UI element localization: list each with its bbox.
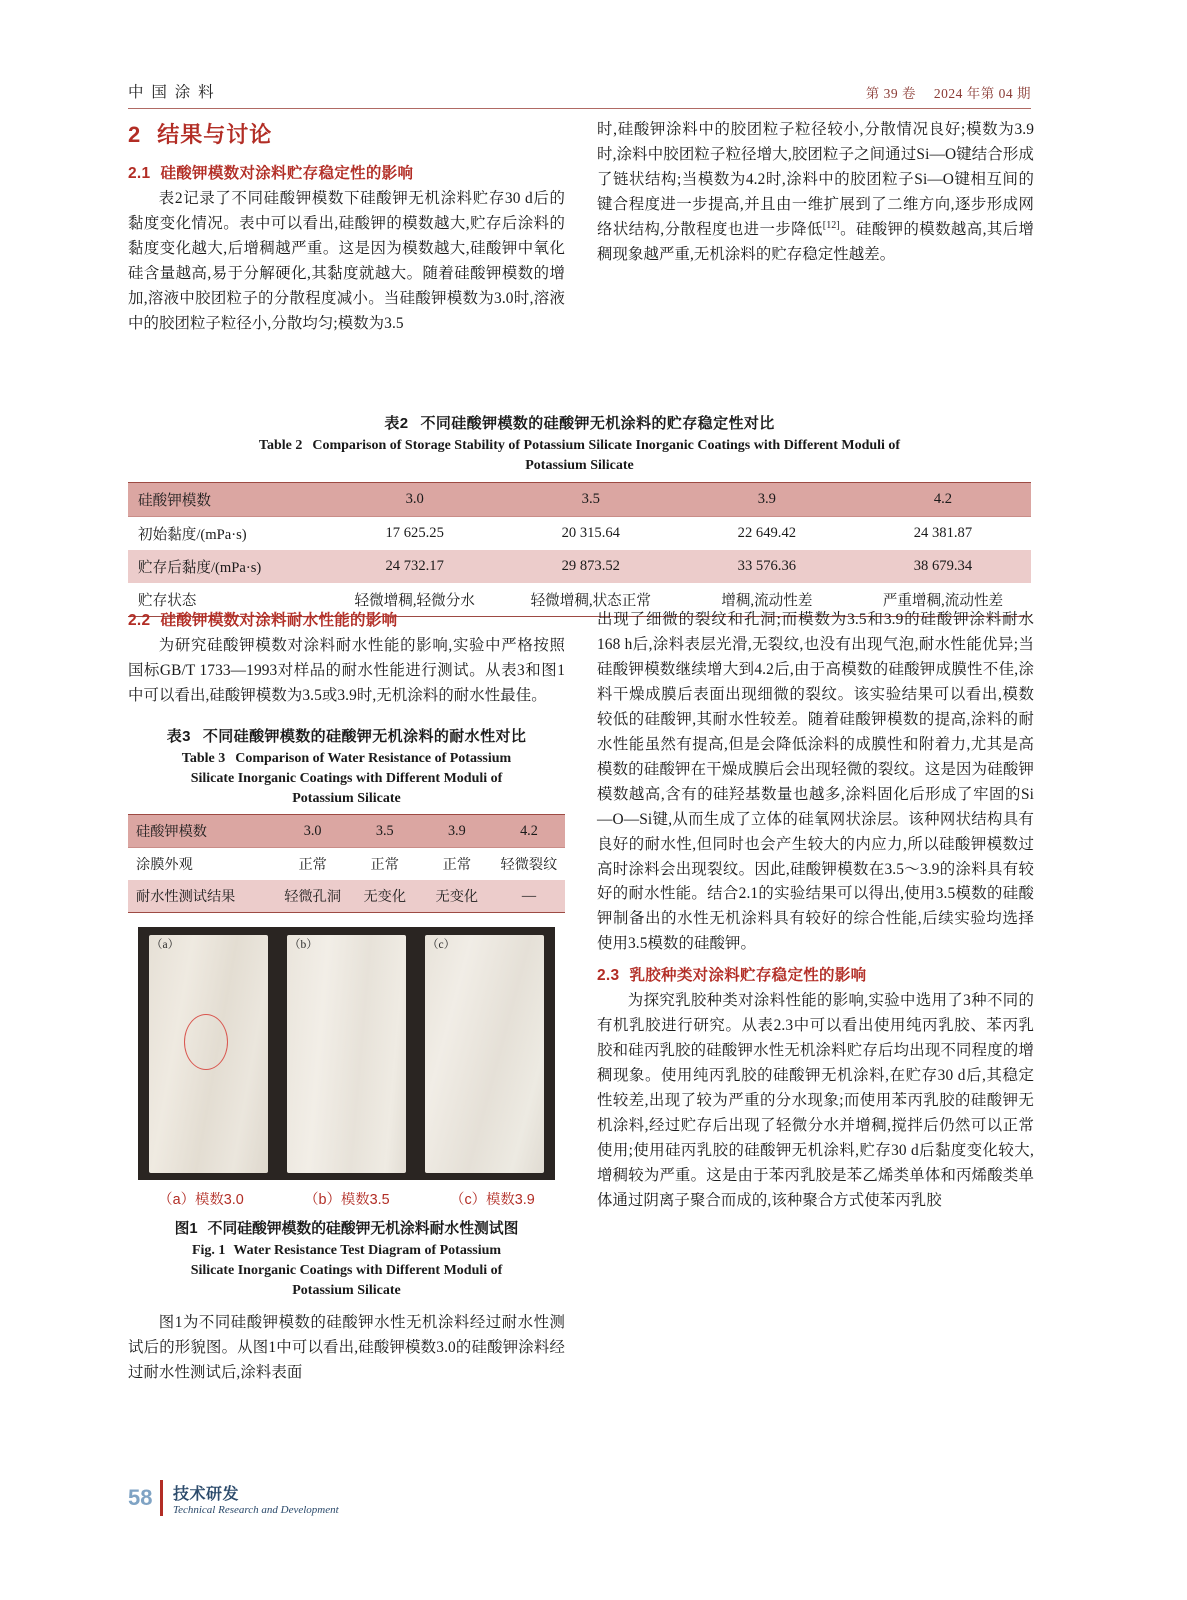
table-2-title-en-2: Potassium Silicate — [525, 457, 634, 473]
table-2-label-en: Table 2 — [258, 438, 303, 453]
table-2-r0-c4: 24 381.87 — [855, 516, 1031, 550]
figure-1-label-cn: 图1 — [174, 1221, 198, 1238]
table-2-header-cell-2: 3.5 — [503, 482, 679, 516]
table-2-block — [128, 396, 1031, 617]
table-2-r1-c1: 24 732.17 — [327, 550, 503, 583]
subsection-heading-2-2 — [128, 608, 565, 630]
table-2-r1-c4: 38 679.34 — [855, 550, 1031, 583]
figure-panel-c — [417, 930, 552, 1177]
table-3-title-cn: 不同硅酸钾模数的硅酸钾无机涂料的耐水性对比 — [202, 727, 527, 745]
table-row — [128, 880, 565, 913]
table-3-r1-c4: — — [493, 880, 565, 913]
table-3-r0-c0: 涂膜外观 — [128, 848, 277, 881]
coating-plate-c — [425, 935, 544, 1172]
paragraph-2-3-right: 为探究乳胶种类对涂料性能的影响,实验中选用了3种不同的有机乳胶进行研究。从表2.3中可以看出使用纯丙乳胶、苯丙乳胶和硅丙乳胶的硅酸钾水性无机涂料贮存后均出现不同程度的增稠现象。使用纯丙乳胶的硅酸钾无机涂料,在贮存30 d后,其稳定性较差,出现了较为严重的分水现象;而使用苯丙乳胶的硅酸钾无机涂料,经过贮存后出现了轻微分水并增稠,搅拌后仍然可以正常使用;使用硅丙乳胶的硅酸钾无机涂料,贮存30 d后黏度变化较大,增稠较为严重。这是由于苯丙乳胶是苯乙烯类单体和丙烯酸类单体通过阴离子聚合而成的,该种聚合方式使苯丙乳胶 — [597, 992, 1034, 1209]
table-3-r1-c0: 耐水性测试结果 — [128, 880, 277, 913]
subsection-number: 2.3 — [597, 967, 620, 985]
paragraph-2-1-right-b: 。硅酸钾的模数越高,其后增稠现象越严重,无机涂料的贮存稳定性越差。 — [597, 220, 1034, 263]
table-2-title-en-1: Comparison of Storage Stability of Potassium Silicate Inorganic Coatings with Different Moduli of — [312, 438, 901, 453]
table-row — [128, 516, 1031, 550]
paragraph-2-1-left: 表2记录了不同硅酸钾模数下硅酸钾无机涂料贮存30 d后的黏度变化情况。表中可以看出,硅酸钾的模数越大,贮存后涂料的黏度变化越大,后增稠越严重。这是因为模数越大,硅酸钾中氧化硅含量越高,易于分解硬化,其黏度就越大。随着硅酸钾模数的增加,溶液中胶团粒子的分散程度减小。当硅酸钾模数为3.0时,溶液中的胶团粒子粒径小,分散均匀;模数为3.5 — [128, 190, 565, 332]
table-3-header-cell-0: 硅酸钾模数 — [128, 815, 277, 848]
table-3-header-cell-4: 4.2 — [493, 815, 565, 848]
figure-1-sublabels — [128, 1188, 565, 1209]
footer-section-name — [173, 1481, 339, 1516]
table-2-r1-c2: 29 873.52 — [503, 550, 679, 583]
table-2-caption-en — [128, 436, 1031, 476]
table-2-r2-c4: 严重增稠,流动性差 — [855, 583, 1031, 617]
right-column-top — [597, 118, 1034, 270]
issue-label: 2024 年第 04 期 — [933, 86, 1031, 101]
footer-section-cn: 技术研发 — [172, 1485, 239, 1503]
table-3-r0-c3: 正常 — [421, 848, 493, 881]
table-3-r1-c3: 无变化 — [421, 880, 493, 913]
paragraph-2-2-left: 为研究硅酸钾模数对涂料耐水性能的影响,实验中严格按照国标GB/T 1733—1993对样品的耐水性能进行测试。从表3和图1中可以看出,硅酸钾模数为3.5或3.9时,无机涂料的耐水性最佳。 — [128, 637, 565, 704]
table-3-caption — [128, 725, 565, 809]
table-3-title-en-1: Comparison of Water Resistance of Potassium — [235, 750, 512, 766]
table-2-caption-cn — [128, 412, 1031, 433]
figure-panel-b — [279, 930, 414, 1177]
table-2-r0-c1: 17 625.25 — [327, 516, 503, 550]
figure-1-caption-cn — [128, 1217, 565, 1238]
paragraph-2-1-right-a: 时,硅酸钾涂料中的胶团粒子粒径较小,分散情况良好;模数为3.9时,涂料中胶团粒子粒径增大,胶团粒子之间通过Si—O键结合形成了链状结构;当模数为4.2时,涂料中的胶团粒子Si—O键相互间的键合程度进一步提高,并且由一维扩展到了二维方向,逐步形成网络状结构,分散程度也进一步降低 — [597, 121, 1034, 238]
subsection-number: 2.2 — [128, 612, 151, 629]
page-header — [128, 80, 1031, 109]
table-3-r0-c2: 正常 — [349, 848, 421, 881]
table-row — [128, 550, 1031, 583]
table-2-r2-c1: 轻微增稠,轻微分水 — [327, 583, 503, 617]
table-3-header-cell-2: 3.5 — [349, 815, 421, 848]
table-3-r1-c2: 无变化 — [349, 880, 421, 913]
subsection-title: 乳胶种类对涂料贮存稳定性的影响 — [629, 967, 867, 985]
paragraph-figure-left: 图1为不同硅酸钾模数的硅酸钾水性无机涂料经过耐水性测试后的形貌图。从图1中可以看出,硅酸钾模数3.0的硅酸钾涂料经过耐水性测试后,涂料表面 — [128, 1314, 565, 1382]
section-number: 2 — [128, 122, 142, 147]
table-2-r2-c2: 轻微增稠,状态正常 — [503, 583, 679, 617]
figure-1-label-en: Fig. 1 — [191, 1243, 226, 1259]
subsection-number: 2.1 — [128, 165, 151, 182]
figure-1-caption — [128, 1217, 565, 1301]
journal-name: 中 国 涂 料 — [128, 84, 216, 101]
table-3-title-en-3: Potassium Silicate — [292, 790, 401, 806]
table-2-title-cn: 不同硅酸钾模数的硅酸钾无机涂料的贮存稳定性对比 — [420, 415, 775, 432]
table-2-label-cn: 表2 — [384, 415, 409, 432]
subsection-title: 硅酸钾模数对涂料耐水性能的影响 — [160, 612, 398, 629]
table-2-r0-c0: 初始黏度/(mPa·s) — [128, 516, 327, 550]
paragraph-2-2-right: 出现了细微的裂纹和孔洞;而模数为3.5和3.9的硅酸钾涂料耐水168 h后,涂料表层光滑,无裂纹,也没有出现气泡,耐水性能优异;当硅酸钾模数继续增大到4.2后,由于高模数的硅酸钾成膜性不佳,涂料干燥成膜后表面出现细微的裂纹。该实验结果可以看出,模数较低的硅酸钾,其耐水性较差。随着硅酸钾模数的提高,涂料的耐水性能虽然有提高,但是会降低涂料的成膜性和附着力,尤其是高模数的硅酸钾在干燥成膜后会出现轻微的裂纹。这是因为硅酸钾模数越高,含有的硅羟基数量也越多,涂料固化后形成了牢固的Si—O—Si键,从而生成了立体的硅氧网状涂层。该种网状结构具有良好的耐水性,但同时也会产生较大的内应力,所以硅酸钾模数过高时涂料会出现裂纹。因此,硅酸钾模数在3.5～3.9的涂料具有较好的耐水性能。结合2.1的实验结果可以得出,使用3.5模数的硅酸钾制备出的水性无机涂料具有较好的综合性能,后续实验均选择使用3.5模数的硅酸钾。 — [597, 611, 1034, 953]
table-3 — [128, 814, 565, 913]
table-2 — [128, 482, 1031, 617]
subsection-heading-2-3 — [597, 963, 1034, 985]
table-2-header-cell-0: 硅酸钾模数 — [128, 482, 327, 516]
figure-1-title-cn: 不同硅酸钾模数的硅酸钾无机涂料耐水性测试图 — [207, 1221, 519, 1238]
table-2-r2-c0: 贮存状态 — [128, 583, 327, 617]
subsection-title: 硅酸钾模数对涂料贮存稳定性的影响 — [160, 165, 414, 182]
section-heading-2 — [128, 118, 565, 149]
figure-panel-a — [141, 930, 276, 1177]
table-2-r1-c0: 贮存后黏度/(mPa·s) — [128, 550, 327, 583]
table-3-r1-c1: 轻微孔洞 — [277, 880, 349, 913]
figure-1-title-en-3: Potassium Silicate — [292, 1283, 401, 1299]
table-3-header-row — [128, 815, 565, 848]
table-3-header-cell-1: 3.0 — [277, 815, 349, 848]
figure-1-block — [128, 927, 565, 1301]
table-3-r0-c4: 轻微裂纹 — [493, 848, 565, 881]
table-2-header-row — [128, 482, 1031, 516]
panel-label-c: （c） — [427, 939, 456, 952]
volume-label: 第 39 卷 — [865, 86, 916, 101]
figure-1-title-en-2: Silicate Inorganic Coatings with Different Moduli of — [190, 1263, 503, 1279]
footer-divider — [160, 1480, 163, 1516]
table-row — [128, 848, 565, 881]
table-3-r0-c1: 正常 — [277, 848, 349, 881]
figure-1-image — [138, 927, 555, 1180]
table-2-caption — [128, 412, 1031, 476]
figure-sublabel-b: （b）模数3.5 — [304, 1192, 390, 1209]
page-footer — [128, 1480, 1031, 1516]
left-column-top — [128, 118, 565, 339]
table-3-label-cn: 表3 — [166, 727, 191, 745]
table-2-header-cell-4: 4.2 — [855, 482, 1031, 516]
table-2-header-cell-1: 3.0 — [327, 482, 503, 516]
table-3-title-en-2: Silicate Inorganic Coatings with Different Moduli of — [190, 770, 503, 786]
left-column-lower — [128, 608, 565, 1388]
table-2-r2-c3: 增稠,流动性差 — [679, 583, 855, 617]
footer-section-en: Technical Research and Development — [172, 1503, 339, 1516]
figure-1-caption-en — [128, 1241, 565, 1301]
table-2-r0-c2: 20 315.64 — [503, 516, 679, 550]
issue-info — [866, 82, 1031, 102]
table-3-caption-en — [128, 749, 565, 809]
figure-1-title-en-1: Water Resistance Test Diagram of Potassium — [233, 1243, 502, 1259]
section-title: 结果与讨论 — [157, 122, 273, 147]
right-column-lower — [597, 608, 1034, 1216]
citation-ref-12: [12] — [822, 219, 840, 231]
table-3-caption-cn — [128, 725, 565, 746]
table-2-r0-c3: 22 649.42 — [679, 516, 855, 550]
table-2-header-cell-3: 3.9 — [679, 482, 855, 516]
coating-plate-b — [287, 935, 406, 1172]
paragraph-2-1-right — [597, 118, 1034, 268]
subsection-heading-2-1 — [128, 161, 565, 183]
table-2-r1-c3: 33 576.36 — [679, 550, 855, 583]
page-number: 58 — [128, 1485, 153, 1510]
table-3-label-en: Table 3 — [181, 750, 226, 766]
panel-label-b: （b） — [289, 939, 318, 952]
figure-sublabel-c: （c）模数3.9 — [450, 1192, 535, 1209]
table-3-header-cell-3: 3.9 — [421, 815, 493, 848]
panel-label-a: （a） — [151, 939, 180, 952]
figure-sublabel-a: （a）模数3.0 — [158, 1192, 244, 1209]
